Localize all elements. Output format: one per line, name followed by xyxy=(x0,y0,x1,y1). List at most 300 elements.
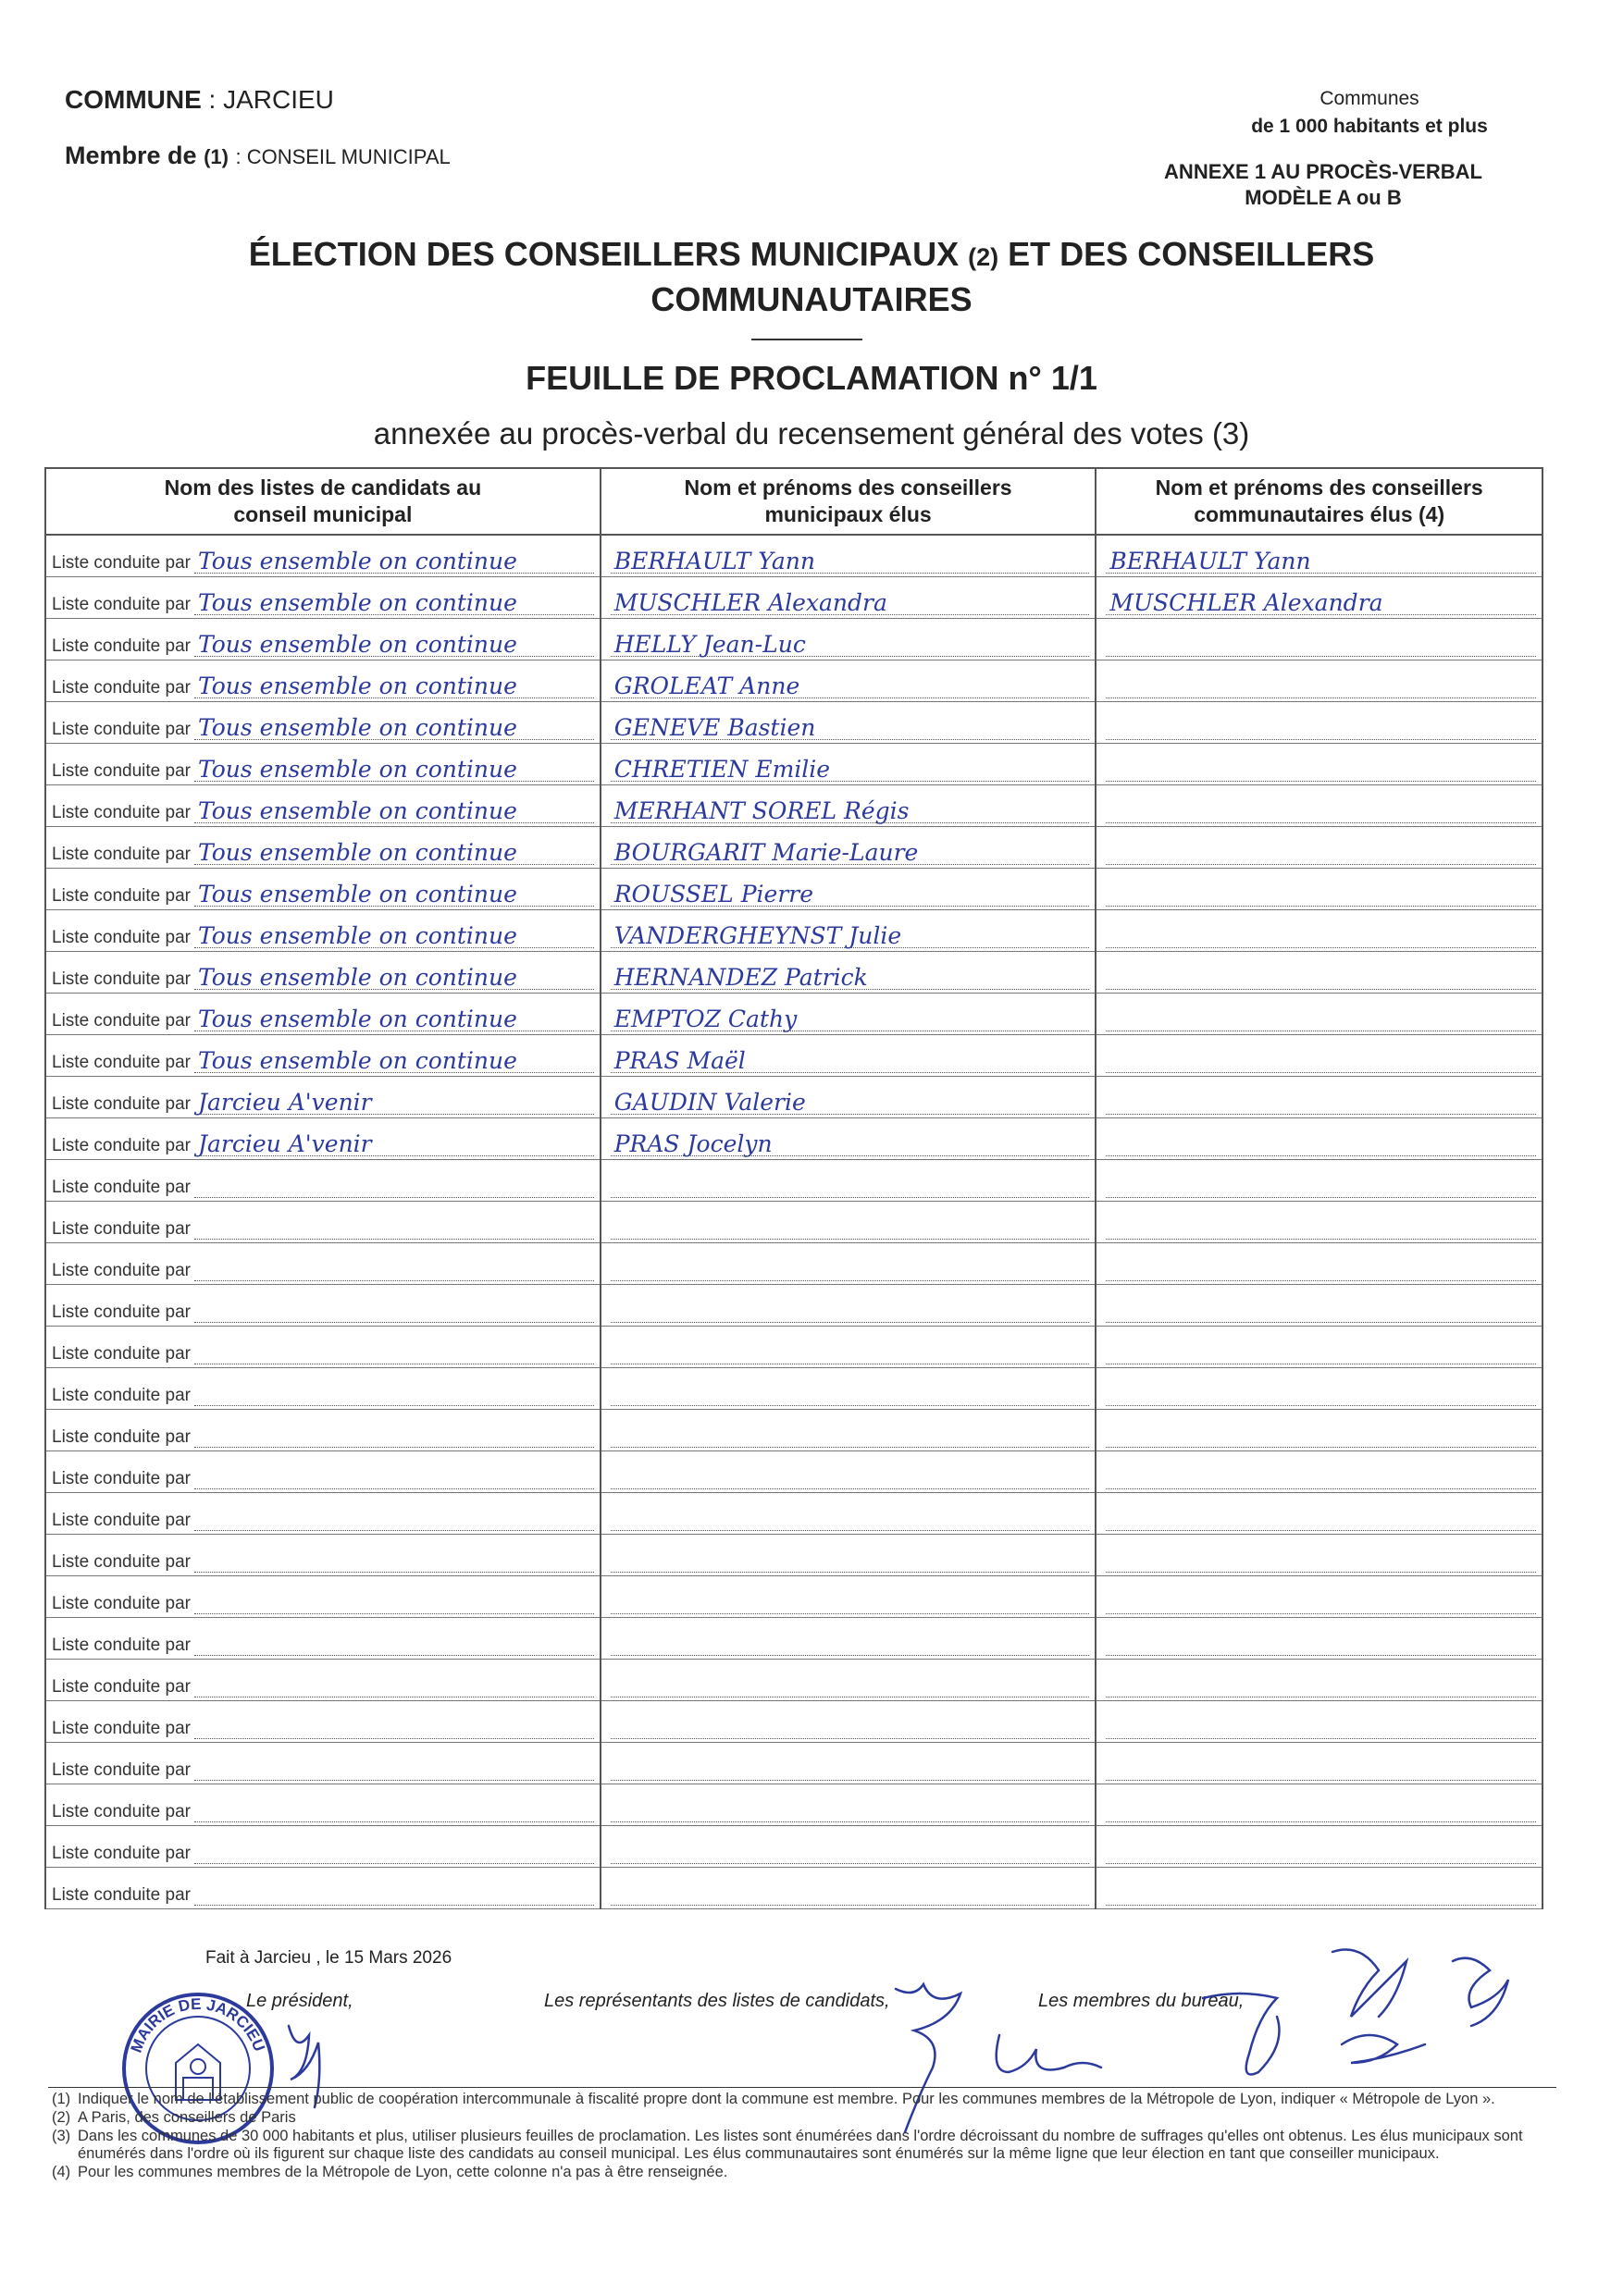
dotted-entry-line xyxy=(611,1251,1090,1281)
conseiller-communautaire-cell xyxy=(1096,1868,1542,1909)
communes-note xyxy=(1203,85,1536,141)
dotted-entry-line xyxy=(611,959,1090,990)
footnote-text: Indiquer le nom de l'établissement public de coopération intercommunale à fiscalité propre dont la commune est membre. Pour les communes membres de la Métropole de Lyon, indiquer « Métropole de Lyon ». xyxy=(78,2091,1495,2107)
feuille-title: FEUILLE DE PROCLAMATION n° 1/1 xyxy=(526,359,1097,397)
liste-handwritten-value: Jarcieu A'venir xyxy=(198,1130,372,1157)
commune-value: : JARCIEU xyxy=(208,85,334,114)
conseiller-municipal-cell xyxy=(601,577,1096,619)
header-communautaires: Nom et prénoms des conseillers communautaires élus (4) xyxy=(1096,468,1542,535)
liste-cell xyxy=(45,1410,601,1451)
dotted-entry-line xyxy=(611,1126,1090,1156)
annexe-line2: MODÈLE A ou B xyxy=(1245,186,1402,209)
conseiller-municipal-cell xyxy=(601,994,1096,1035)
dotted-entry-line xyxy=(611,1043,1090,1073)
dotted-entry-line xyxy=(1106,1084,1536,1115)
header-municipaux: Nom et prénoms des conseillers municipaux élus xyxy=(601,468,1096,535)
conseiller-municipal-cell xyxy=(601,1743,1096,1784)
dotted-entry-line xyxy=(1106,1625,1536,1656)
page-title xyxy=(0,233,1623,321)
conseiller-municipal-cell xyxy=(601,702,1096,744)
liste-cell xyxy=(45,1660,601,1701)
footnotes-divider xyxy=(48,2087,1556,2088)
dotted-entry-line xyxy=(194,1709,594,1739)
municipal-handwritten-value: GAUDIN Valerie xyxy=(613,1089,806,1116)
table-row xyxy=(45,1285,1542,1327)
dotted-entry-line xyxy=(1106,876,1536,907)
dotted-entry-line xyxy=(194,1167,594,1198)
conseiller-municipal-cell xyxy=(601,1701,1096,1743)
liste-cell xyxy=(45,1826,601,1868)
signature-bureau-3 xyxy=(1453,1958,1508,2026)
conseiller-communautaire-cell xyxy=(1096,869,1542,910)
dotted-entry-line xyxy=(611,1500,1090,1531)
conseiller-municipal-cell xyxy=(601,660,1096,702)
conseiller-municipal-cell xyxy=(601,910,1096,952)
conseiller-communautaire-cell xyxy=(1096,1285,1542,1327)
dotted-entry-line xyxy=(194,751,594,782)
proclamation-table xyxy=(44,467,1543,1909)
dotted-entry-line xyxy=(611,1084,1090,1115)
liste-conduite-par-label: Liste conduite par xyxy=(52,1261,191,1280)
dotted-entry-line xyxy=(1106,1292,1536,1323)
conseiller-communautaire-cell xyxy=(1096,1576,1542,1618)
dotted-entry-line xyxy=(194,1875,594,1906)
liste-cell xyxy=(45,1701,601,1743)
conseiller-municipal-cell xyxy=(601,1535,1096,1576)
dotted-entry-line xyxy=(1106,1209,1536,1240)
dotted-entry-line xyxy=(194,585,594,615)
liste-cell xyxy=(45,1243,601,1285)
municipal-handwritten-value: CHRETIEN Emilie xyxy=(613,756,831,783)
municipal-handwritten-value: VANDERGHEYNST Julie xyxy=(613,922,902,949)
municipal-handwritten-value: MERHANT SOREL Régis xyxy=(613,797,910,824)
dotted-entry-line xyxy=(1106,959,1536,990)
conseiller-municipal-cell xyxy=(601,535,1096,577)
dotted-entry-line xyxy=(1106,1126,1536,1156)
dotted-entry-line xyxy=(194,793,594,823)
dotted-entry-line xyxy=(1106,834,1536,865)
footnote-number: (3) xyxy=(52,2128,71,2144)
liste-conduite-par-label: Liste conduite par xyxy=(52,1094,191,1114)
table-row xyxy=(45,1826,1542,1868)
table-row xyxy=(45,577,1542,619)
dotted-entry-line xyxy=(1106,1167,1536,1198)
liste-cell xyxy=(45,1160,601,1202)
conseiller-communautaire-cell xyxy=(1096,660,1542,702)
table-header-row xyxy=(45,468,1542,535)
footnotes xyxy=(52,2091,1551,2182)
conseiller-communautaire-cell xyxy=(1096,1410,1542,1451)
liste-handwritten-value: Tous ensemble on continue xyxy=(198,714,517,741)
liste-cell xyxy=(45,952,601,994)
liste-conduite-par-label: Liste conduite par xyxy=(52,803,191,822)
dotted-entry-line xyxy=(194,1833,594,1864)
liste-conduite-par-label: Liste conduite par xyxy=(52,1552,191,1572)
table-row xyxy=(45,1660,1542,1701)
municipal-handwritten-value: EMPTOZ Cathy xyxy=(613,1006,798,1032)
liste-cell xyxy=(45,1368,601,1410)
table-row xyxy=(45,660,1542,702)
conseiller-municipal-cell xyxy=(601,1826,1096,1868)
dotted-entry-line xyxy=(611,1167,1090,1198)
liste-cell xyxy=(45,827,601,869)
liste-handwritten-value: Tous ensemble on continue xyxy=(198,1047,517,1074)
conseiller-municipal-cell xyxy=(601,1077,1096,1118)
conseiller-communautaire-cell xyxy=(1096,1035,1542,1077)
liste-conduite-par-label: Liste conduite par xyxy=(52,595,191,614)
membre-ref: (1) xyxy=(204,145,229,168)
annexe-line1: ANNEXE 1 AU PROCÈS-VERBAL xyxy=(1164,160,1482,183)
table-row xyxy=(45,1451,1542,1493)
conseiller-communautaire-cell xyxy=(1096,1618,1542,1660)
dotted-entry-line xyxy=(194,1667,594,1697)
conseiller-communautaire-cell xyxy=(1096,1243,1542,1285)
liste-conduite-par-label: Liste conduite par xyxy=(52,1594,191,1613)
dotted-entry-line xyxy=(1106,1334,1536,1364)
svg-text:MAIRIE DE JARCIEU: MAIRIE DE JARCIEU xyxy=(127,1994,268,2055)
liste-cell xyxy=(45,1118,601,1160)
membre-value: : CONSEIL MUNICIPAL xyxy=(235,145,451,168)
table-row xyxy=(45,1160,1542,1202)
conseiller-municipal-cell xyxy=(601,1160,1096,1202)
municipal-handwritten-value: BOURGARIT Marie-Laure xyxy=(613,839,919,866)
liste-cell xyxy=(45,1327,601,1368)
table-row xyxy=(45,1077,1542,1118)
dotted-entry-line xyxy=(194,876,594,907)
liste-handwritten-value: Tous ensemble on continue xyxy=(198,1006,517,1032)
liste-conduite-par-label: Liste conduite par xyxy=(52,1760,191,1780)
liste-cell xyxy=(45,1202,601,1243)
conseiller-communautaire-cell xyxy=(1096,1368,1542,1410)
table-row xyxy=(45,1410,1542,1451)
footnote xyxy=(52,2091,1551,2108)
dotted-entry-line xyxy=(1106,543,1536,574)
table-row xyxy=(45,1202,1542,1243)
liste-cell xyxy=(45,785,601,827)
dotted-entry-line xyxy=(1106,626,1536,657)
dotted-entry-line xyxy=(1106,710,1536,740)
conseiller-communautaire-cell xyxy=(1096,1660,1542,1701)
liste-handwritten-value: Tous ensemble on continue xyxy=(198,839,517,866)
dotted-entry-line xyxy=(1106,793,1536,823)
conseiller-communautaire-cell xyxy=(1096,1826,1542,1868)
liste-conduite-par-label: Liste conduite par xyxy=(52,678,191,697)
communes-line1: Communes xyxy=(1319,88,1419,109)
dotted-entry-line xyxy=(1106,1833,1536,1864)
dotted-entry-line xyxy=(1106,751,1536,782)
municipal-handwritten-value: ROUSSEL Pierre xyxy=(613,881,814,907)
footnote-text: Dans les communes de 30 000 habitants et plus, utiliser plusieurs feuilles de proclamation. Les listes sont énumérées dans l'ordre décroissant du nombre de suffrages qu'elles ont obtenus. Les élus municipaux sont énumérés dans l'ordre où ils figurent sur chaque liste des candidats au conseil municipal. Les élus communautaires sont énumérés sur la même ligne que leur élection en tant que conseiller municipaux. xyxy=(78,2128,1523,2162)
conseiller-communautaire-cell xyxy=(1096,1784,1542,1826)
liste-cell xyxy=(45,535,601,577)
dotted-entry-line xyxy=(194,1209,594,1240)
dotted-entry-line xyxy=(1106,1542,1536,1573)
dotted-entry-line xyxy=(194,1500,594,1531)
liste-conduite-par-label: Liste conduite par xyxy=(52,1302,191,1322)
table-row xyxy=(45,619,1542,660)
dotted-entry-line xyxy=(611,543,1090,574)
liste-conduite-par-label: Liste conduite par xyxy=(52,1219,191,1239)
table-row xyxy=(45,1576,1542,1618)
dotted-entry-line xyxy=(1106,1792,1536,1822)
commune-label: COMMUNE xyxy=(65,85,202,114)
conseiller-municipal-cell xyxy=(601,1451,1096,1493)
table-row xyxy=(45,1243,1542,1285)
liste-cell xyxy=(45,1535,601,1576)
liste-cell xyxy=(45,1451,601,1493)
liste-cell xyxy=(45,1493,601,1535)
municipal-handwritten-value: PRAS Jocelyn xyxy=(613,1130,773,1157)
liste-cell xyxy=(45,994,601,1035)
conseiller-municipal-cell xyxy=(601,1202,1096,1243)
conseiller-municipal-cell xyxy=(601,785,1096,827)
conseiller-communautaire-cell xyxy=(1096,1202,1542,1243)
dotted-entry-line xyxy=(1106,1500,1536,1531)
president-label: Le président, xyxy=(246,1991,353,2011)
table-row xyxy=(45,869,1542,910)
municipal-handwritten-value: GROLEAT Anne xyxy=(613,673,800,699)
liste-cell xyxy=(45,577,601,619)
conseiller-municipal-cell xyxy=(601,952,1096,994)
dotted-entry-line xyxy=(194,1792,594,1822)
footnote-text: Pour les communes membres de la Métropole de Lyon, cette colonne n'a pas à être renseignée. xyxy=(78,2164,728,2180)
municipal-handwritten-value: HERNANDEZ Patrick xyxy=(613,964,868,991)
dotted-entry-line xyxy=(611,793,1090,823)
liste-handwritten-value: Tous ensemble on continue xyxy=(198,797,517,824)
liste-cell xyxy=(45,744,601,785)
liste-conduite-par-label: Liste conduite par xyxy=(52,1677,191,1697)
conseiller-municipal-cell xyxy=(601,1493,1096,1535)
dotted-entry-line xyxy=(1106,1459,1536,1489)
dotted-entry-line xyxy=(194,918,594,948)
conseiller-communautaire-cell xyxy=(1096,827,1542,869)
liste-conduite-par-label: Liste conduite par xyxy=(52,1344,191,1364)
conseiller-municipal-cell xyxy=(601,1285,1096,1327)
dotted-entry-line xyxy=(194,959,594,990)
liste-cell xyxy=(45,1576,601,1618)
dotted-entry-line xyxy=(611,918,1090,948)
liste-cell xyxy=(45,910,601,952)
liste-conduite-par-label: Liste conduite par xyxy=(52,1469,191,1488)
liste-cell xyxy=(45,1035,601,1077)
liste-conduite-par-label: Liste conduite par xyxy=(52,886,191,906)
signature-bureau-4 xyxy=(1342,2035,1425,2063)
municipal-handwritten-value: PRAS Maël xyxy=(613,1047,746,1074)
dotted-entry-line xyxy=(194,1417,594,1448)
conseiller-communautaire-cell xyxy=(1096,619,1542,660)
signature-bureau-2 xyxy=(1332,1950,1406,2018)
table-row xyxy=(45,1701,1542,1743)
liste-cell xyxy=(45,1618,601,1660)
dotted-entry-line xyxy=(194,1334,594,1364)
liste-conduite-par-label: Liste conduite par xyxy=(52,1844,191,1863)
table-row xyxy=(45,1368,1542,1410)
signature-representant-2 xyxy=(997,2035,1101,2072)
liste-handwritten-value: Tous ensemble on continue xyxy=(198,922,517,949)
dotted-entry-line xyxy=(611,710,1090,740)
table-row xyxy=(45,535,1542,577)
table-row xyxy=(45,1535,1542,1576)
liste-cell xyxy=(45,660,601,702)
dotted-entry-line xyxy=(611,1584,1090,1614)
dotted-entry-line xyxy=(1106,1001,1536,1031)
dotted-entry-line xyxy=(611,626,1090,657)
conseiller-municipal-cell xyxy=(601,827,1096,869)
dotted-entry-line xyxy=(194,543,594,574)
membre-label: Membre de xyxy=(65,142,197,169)
dotted-entry-line xyxy=(194,1126,594,1156)
dotted-entry-line xyxy=(1106,1750,1536,1781)
liste-handwritten-value: Tous ensemble on continue xyxy=(198,881,517,907)
table-row xyxy=(45,1035,1542,1077)
liste-cell xyxy=(45,619,601,660)
table-row xyxy=(45,744,1542,785)
conseiller-municipal-cell xyxy=(601,869,1096,910)
conseiller-communautaire-cell xyxy=(1096,702,1542,744)
conseiller-communautaire-cell xyxy=(1096,1535,1542,1576)
municipal-handwritten-value: GENEVE Bastien xyxy=(613,714,816,741)
dotted-entry-line xyxy=(1106,1417,1536,1448)
conseiller-municipal-cell xyxy=(601,1618,1096,1660)
dotted-entry-line xyxy=(611,1292,1090,1323)
table-row xyxy=(45,827,1542,869)
liste-handwritten-value: Tous ensemble on continue xyxy=(198,673,517,699)
liste-conduite-par-label: Liste conduite par xyxy=(52,1885,191,1905)
liste-handwritten-value: Jarcieu A'venir xyxy=(198,1089,372,1116)
dotted-entry-line xyxy=(194,1376,594,1406)
table-row xyxy=(45,1618,1542,1660)
dotted-entry-line xyxy=(611,876,1090,907)
table-row xyxy=(45,1327,1542,1368)
dotted-entry-line xyxy=(1106,1875,1536,1906)
footnote xyxy=(52,2128,1551,2163)
liste-cell xyxy=(45,1743,601,1784)
dotted-entry-line xyxy=(611,1542,1090,1573)
liste-conduite-par-label: Liste conduite par xyxy=(52,1386,191,1405)
dotted-entry-line xyxy=(611,1376,1090,1406)
dotted-entry-line xyxy=(611,1709,1090,1739)
table-row xyxy=(45,1118,1542,1160)
conseiller-municipal-cell xyxy=(601,1327,1096,1368)
dotted-entry-line xyxy=(194,626,594,657)
dotted-entry-line xyxy=(611,1459,1090,1489)
dotted-entry-line xyxy=(611,1334,1090,1364)
dotted-entry-line xyxy=(611,1875,1090,1906)
conseiller-municipal-cell xyxy=(601,1118,1096,1160)
conseiller-municipal-cell xyxy=(601,619,1096,660)
liste-handwritten-value: Tous ensemble on continue xyxy=(198,548,517,574)
conseiller-municipal-cell xyxy=(601,1035,1096,1077)
conseiller-municipal-cell xyxy=(601,1243,1096,1285)
dotted-entry-line xyxy=(1106,1376,1536,1406)
conseiller-municipal-cell xyxy=(601,744,1096,785)
liste-conduite-par-label: Liste conduite par xyxy=(52,969,191,989)
conseiller-communautaire-cell xyxy=(1096,1451,1542,1493)
liste-handwritten-value: Tous ensemble on continue xyxy=(198,964,517,991)
dotted-entry-line xyxy=(194,1625,594,1656)
dotted-entry-line xyxy=(1106,1667,1536,1697)
liste-conduite-par-label: Liste conduite par xyxy=(52,1178,191,1197)
bureau-label: Les membres du bureau, xyxy=(1038,1991,1245,2011)
conseiller-communautaire-cell xyxy=(1096,910,1542,952)
liste-conduite-par-label: Liste conduite par xyxy=(52,1427,191,1447)
liste-conduite-par-label: Liste conduite par xyxy=(52,1011,191,1031)
liste-conduite-par-label: Liste conduite par xyxy=(52,1719,191,1738)
liste-conduite-par-label: Liste conduite par xyxy=(52,1053,191,1072)
table-row xyxy=(45,1868,1542,1909)
conseiller-communautaire-cell xyxy=(1096,785,1542,827)
table-row xyxy=(45,994,1542,1035)
liste-cell xyxy=(45,1285,601,1327)
liste-handwritten-value: Tous ensemble on continue xyxy=(198,631,517,658)
conseiller-communautaire-cell xyxy=(1096,1118,1542,1160)
conseiller-communautaire-cell xyxy=(1096,744,1542,785)
liste-conduite-par-label: Liste conduite par xyxy=(52,761,191,781)
conseiller-communautaire-cell xyxy=(1096,535,1542,577)
representants-label: Les représentants des listes de candidats, xyxy=(544,1991,890,2011)
dotted-entry-line xyxy=(1106,1043,1536,1073)
conseiller-communautaire-cell xyxy=(1096,1077,1542,1118)
dotted-entry-line xyxy=(611,1417,1090,1448)
title-line2: COMMUNAUTAIRES xyxy=(650,280,973,318)
liste-cell xyxy=(45,1784,601,1826)
table-row xyxy=(45,910,1542,952)
conseiller-communautaire-cell xyxy=(1096,994,1542,1035)
dotted-entry-line xyxy=(1106,1584,1536,1614)
conseiller-communautaire-cell xyxy=(1096,1327,1542,1368)
commune-line xyxy=(65,85,334,115)
liste-conduite-par-label: Liste conduite par xyxy=(52,553,191,573)
fait-a-line: Fait à Jarcieu , le 15 Mars 2026 xyxy=(205,1948,452,1968)
conseiller-municipal-cell xyxy=(601,1368,1096,1410)
table-row xyxy=(45,1784,1542,1826)
dotted-entry-line xyxy=(1106,918,1536,948)
dotted-entry-line xyxy=(611,1209,1090,1240)
footnote-text: A Paris, des conseillers de Paris xyxy=(78,2109,296,2126)
dotted-entry-line xyxy=(611,1750,1090,1781)
table-row xyxy=(45,1743,1542,1784)
conseiller-communautaire-cell xyxy=(1096,1701,1542,1743)
dotted-entry-line xyxy=(194,1251,594,1281)
communautaire-handwritten-value: MUSCHLER Alexandra xyxy=(1109,589,1383,616)
municipal-handwritten-value: HELLY Jean-Luc xyxy=(613,631,806,658)
table-row xyxy=(45,952,1542,994)
table-row xyxy=(45,1493,1542,1535)
table-row xyxy=(45,702,1542,744)
liste-cell xyxy=(45,1077,601,1118)
table-row xyxy=(45,785,1542,827)
liste-cell xyxy=(45,869,601,910)
dotted-entry-line xyxy=(1106,585,1536,615)
dotted-entry-line xyxy=(611,751,1090,782)
liste-handwritten-value: Tous ensemble on continue xyxy=(198,589,517,616)
dotted-entry-line xyxy=(1106,1251,1536,1281)
municipal-handwritten-value: BERHAULT Yann xyxy=(613,548,815,574)
footnote xyxy=(52,2164,1551,2181)
dotted-entry-line xyxy=(611,834,1090,865)
dotted-entry-line xyxy=(194,1459,594,1489)
dotted-entry-line xyxy=(611,668,1090,698)
dotted-entry-line xyxy=(611,1667,1090,1697)
annexee-subtitle: annexée au procès-verbal du recensement général des votes (3) xyxy=(373,416,1250,451)
dotted-entry-line xyxy=(611,1833,1090,1864)
dotted-entry-line xyxy=(194,1084,594,1115)
liste-handwritten-value: Tous ensemble on continue xyxy=(198,756,517,783)
liste-cell xyxy=(45,1868,601,1909)
conseiller-communautaire-cell xyxy=(1096,1743,1542,1784)
liste-conduite-par-label: Liste conduite par xyxy=(52,1636,191,1655)
dotted-entry-line xyxy=(194,710,594,740)
